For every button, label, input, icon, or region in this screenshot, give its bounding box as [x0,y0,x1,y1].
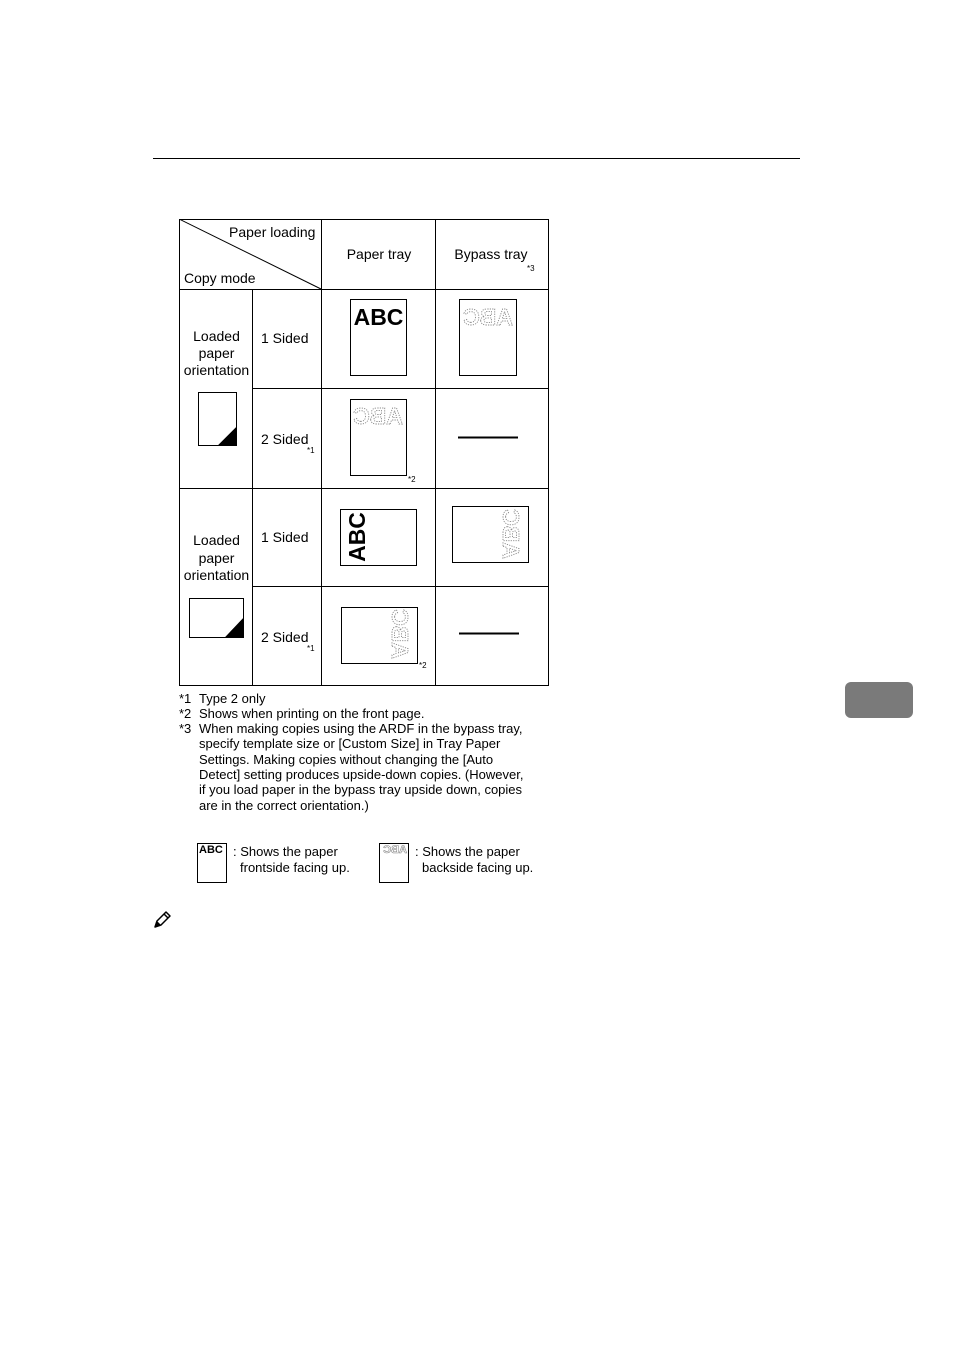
header-bypass-tray: Bypass tray [454,246,528,262]
footnote-1: *1 Type 2 only [179,691,266,706]
sample-text-rotated: ABC [344,512,370,562]
mode-2-sided: 2 Sided [261,431,309,447]
group-label-portrait: Loaded paper orientation [183,328,250,378]
header-paper-tray: Paper tray [346,246,412,262]
sample-text-mirrored: ABC [463,304,513,330]
back-sheet-upside-down [351,400,407,476]
header-rule [153,158,800,159]
footnote-ref: *1 [307,644,315,653]
mode-2-sided: 2 Sided [261,629,309,645]
footnote-2: *2 Shows when printing on the front page. [179,706,425,721]
header-copy-mode: Copy mode [184,270,256,286]
mode-1-sided: 1 Sided [261,330,309,346]
back-sheet-landscape [453,507,529,563]
orientation-table [179,219,549,686]
legend-front-sample: ABC [197,843,227,883]
sample-text-mirrored: ABC [353,403,403,429]
front-sheet-landscape [341,510,417,566]
back-sheet-landscape-2 [342,608,418,664]
footnote-ref: *1 [307,446,315,455]
group-label-landscape: Loaded paper orientation [183,532,250,583]
legend-back-text: : Shows the paper backside facing up. [415,844,534,875]
footnote-ref: *2 [408,475,416,484]
landscape-paper-icon [190,599,244,638]
back-sheet-portrait [460,300,517,376]
sample-text: ABC [353,304,404,330]
header-paper-loading: Paper loading [229,224,316,240]
portrait-paper-icon [199,393,237,446]
sample-text-mirrored: ABC [498,509,524,559]
pencil-note-icon [153,910,173,930]
front-sheet-portrait [351,300,407,376]
sample-text-mirrored: ABC [387,609,413,659]
legend-back-sample: ABC [379,843,409,883]
footnote-ref: *3 [527,264,535,273]
mode-1-sided: 1 Sided [261,529,309,545]
chapter-tab [845,682,913,718]
footnote-3: *3 When making copies using the ARDF in the bypass tray, specify template size or [Custom Size] in Tray Paper Settings. Making copies without changing the [Auto Detect] setting produces upside-down copies. (However, if you load paper in the bypass tray upside down, copies are in the correct orientation.) [179,721,524,813]
legend-front-text: : Shows the paper frontside facing up. [233,844,350,875]
footnote-ref: *2 [419,661,427,670]
